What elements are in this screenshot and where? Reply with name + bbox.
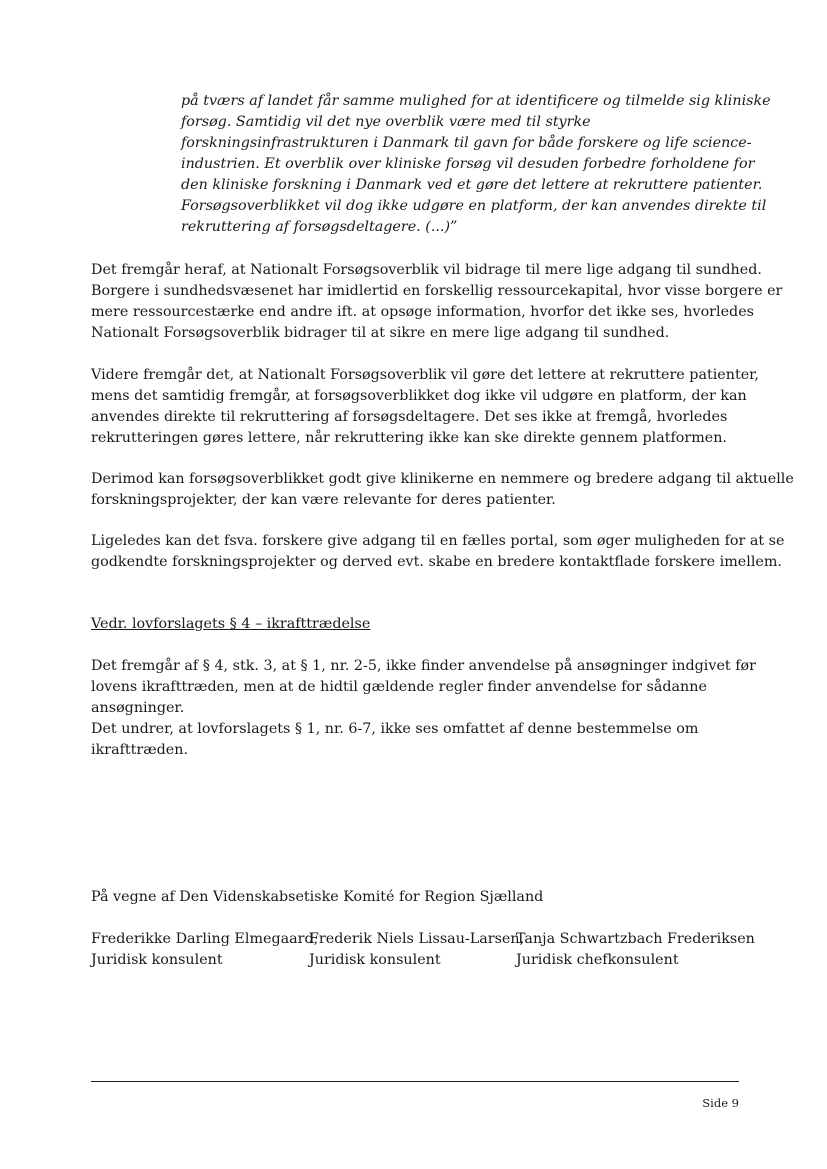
- paragraph-line: rekrutteringen gøres lettere, når rekruttering ikke kan ske direkte gennem platformen.: [91, 430, 727, 446]
- paragraph-klinikere: [91, 469, 794, 511]
- signatory-title: Juridisk konsulent: [91, 952, 223, 968]
- paragraph-line: Derimod kan forsøgsoverblikket godt give klinikerne en nemmere og bredere adgang til aktuelle: [91, 471, 794, 487]
- paragraph-line: ansøgninger.: [91, 700, 185, 716]
- quote-line: på tværs af landet får samme mulighed for at identificere og tilmelde sig kliniske: [181, 93, 771, 109]
- signatory-3: [516, 929, 755, 971]
- page-number: Side 9: [702, 1096, 739, 1110]
- signatory-name: Frederikke Darling Elmegaard,: [91, 931, 319, 947]
- paragraph-line: Det undrer, at lovforslagets § 1, nr. 6-7, ikke ses omfattet af denne bestemmelse om: [91, 721, 699, 737]
- paragraph-ikrafttraedelse: [91, 656, 756, 761]
- closing-line: På vegne af Den Videnskabsetiske Komité for Region Sjælland: [91, 889, 544, 905]
- paragraph-line: Ligeledes kan det fsva. forskere give adgang til en fælles portal, som øger muligheden for at se: [91, 533, 785, 549]
- paragraph-rekruttering: [91, 365, 759, 449]
- quote-line: rekruttering af forsøgsdeltagere. (...)”: [181, 219, 458, 235]
- paragraph-line: Det fremgår heraf, at Nationalt Forsøgsoverblik vil bidrage til mere lige adgang til sundhed.: [91, 262, 762, 278]
- paragraph-line: Videre fremgår det, at Nationalt Forsøgsoverblik vil gøre det lettere at rekruttere patienter,: [91, 367, 759, 383]
- quote-line: forskningsinfrastrukturen i Danmark til gavn for både forskere og life science-: [181, 135, 752, 151]
- section-heading: Vedr. lovforslagets § 4 – ikrafttrædelse: [91, 616, 371, 632]
- paragraph-line: mere ressourcestærke end andre ift. at opsøge information, hvorfor det ikke ses, hvorledes: [91, 304, 754, 320]
- paragraph-line: forskningsprojekter, der kan være relevante for deres patienter.: [91, 492, 556, 508]
- signatory-2: [309, 929, 524, 971]
- block-quote: [181, 91, 771, 238]
- paragraph-lige-adgang: [91, 260, 783, 344]
- paragraph-forskere: [91, 531, 785, 573]
- signatory-1: [91, 929, 318, 971]
- paragraph-line: Borgere i sundhedsvæsenet har imidlertid en forskellig ressourcekapital, hvor visse borgere er: [91, 283, 783, 299]
- paragraph-line: Nationalt Forsøgsoverblik bidrager til at sikre en mere lige adgang til sundhed.: [91, 325, 670, 341]
- quote-line: industrien. Et overblik over kliniske forsøg vil desuden forbedre forholdene for: [181, 156, 755, 172]
- quote-line: Forsøgsoverblikket vil dog ikke udgøre en platform, der kan anvendes direkte til: [181, 198, 767, 214]
- paragraph-line: Det fremgår af § 4, stk. 3, at § 1, nr. 2-5, ikke finder anvendelse på ansøgninger indgivet før: [91, 658, 756, 674]
- paragraph-line: mens det samtidig fremgår, at forsøgsoverblikket dog ikke vil udgøre en platform, der kan: [91, 388, 747, 404]
- signatory-title: Juridisk chefkonsulent: [516, 952, 679, 968]
- paragraph-line: ikrafttræden.: [91, 742, 189, 758]
- paragraph-line: godkendte forskningsprojekter og derved evt. skabe en bredere kontaktflade forskere imellem.: [91, 554, 782, 570]
- signatory-title: Juridisk konsulent: [309, 952, 441, 968]
- signatory-name: Frederik Niels Lissau-Larsen,: [309, 931, 525, 947]
- paragraph-line: anvendes direkte til rekruttering af forsøgsdeltagere. Det ses ikke at fremgå, hvorledes: [91, 409, 728, 425]
- quote-line: forsøg. Samtidig vil det nye overblik være med til styrke: [181, 114, 591, 130]
- quote-line: den kliniske forskning i Danmark ved et gøre det lettere at rekruttere patienter.: [181, 177, 763, 193]
- signatory-name: Tanja Schwartzbach Frederiksen: [516, 931, 755, 947]
- footer-divider: [91, 1081, 739, 1082]
- paragraph-line: lovens ikrafttræden, men at de hidtil gældende regler finder anvendelse for sådanne: [91, 679, 707, 695]
